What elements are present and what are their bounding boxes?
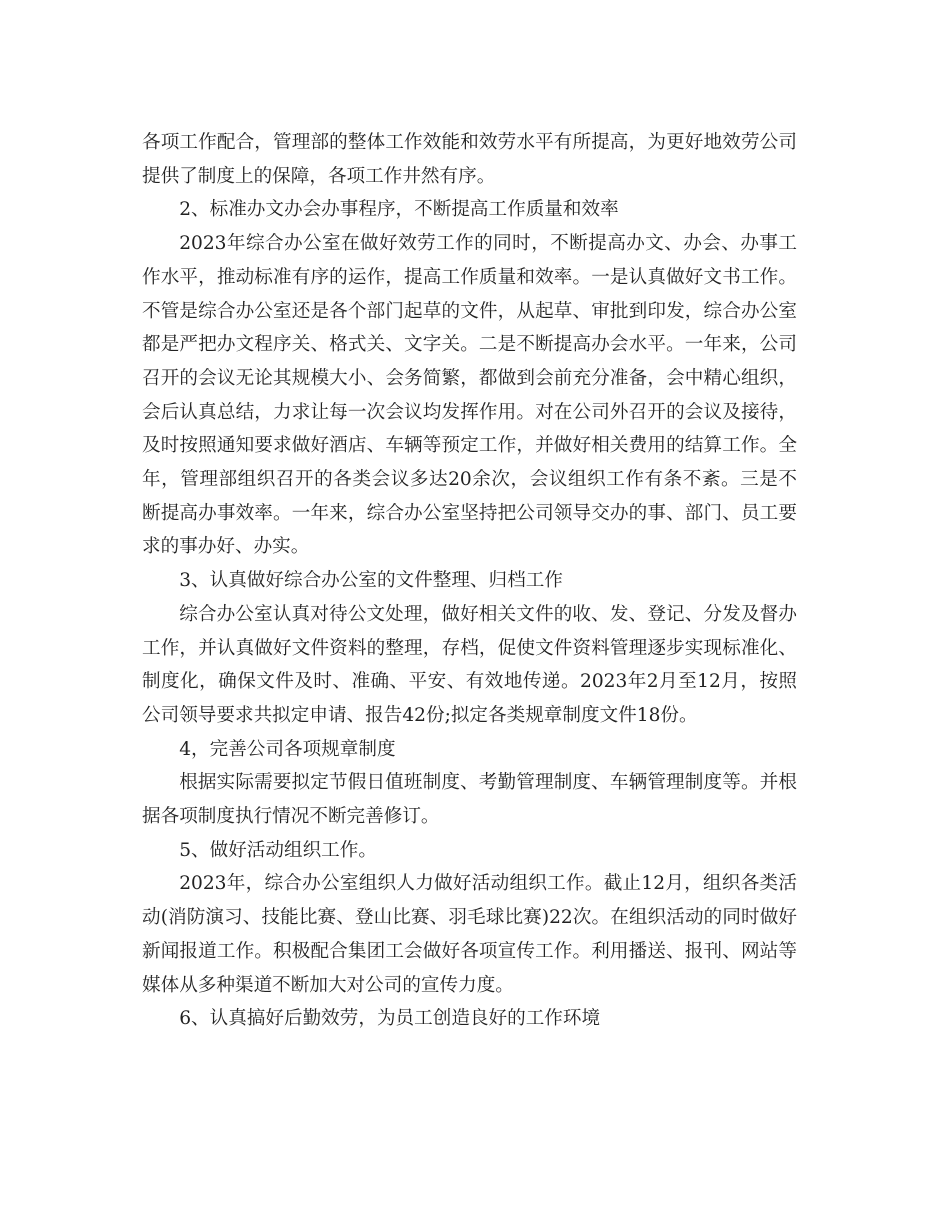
section-heading: 4，完善公司各项规章制度 bbox=[179, 738, 396, 760]
body-paragraph: 根据实际需要拟定节假日值班制度、考勤管理制度、车辆管理制度等。并根据各项制度执行情况不断完善修订。 bbox=[142, 772, 797, 828]
body-paragraph: 各项工作配合，管理部的整体工作效能和效劳水平有所提高，为更好地效劳公司提供了制度上的保障，各项工作井然有序。 bbox=[142, 132, 797, 187]
body-paragraph: 2023年综合办公室在做好效劳工作的同时，不断提高办文、办会、办事工作水平，推动标准有序的运作，提高工作质量和效率。一是认真做好文书工作。不管是综合办公室还是各个部门起草的文件，从起草、审批到印发，综合办公室都是严把办文程序关、格式关、文字关。二是不断提高办会水平。一年来，公司召开的会议无论其规模大小、会务简繁，都做到会前充分准备，会中精心组织，会后认真总结，力求让每一次会议均发挥作用。对在公司外召开的会议及接待，及时按照通知要求做好酒店、车辆等预定工作，并做好相关费用的结算工作。全年，管理部组织召开的各类会议多达20余次，会议组织工作有条不紊。三是不断提高办事效率。一年来，综合办公室坚持把公司领导交办的事、部门、员工要求的事办好、办实。 bbox=[142, 233, 797, 558]
body-paragraph: 2023年，综合办公室组织人力做好活动组织工作。截止12月，组织各类活动(消防演习、技能比赛、登山比赛、羽毛球比赛)22次。在组织活动的同时做好新闻报道工作。积极配合集团工会做好各项宣传工作。利用播送、报刊、网站等媒体从多种渠道不断加大对公司的宣传力度。 bbox=[142, 873, 797, 996]
section-heading: 3、认真做好综合办公室的文件整理、归档工作 bbox=[179, 570, 563, 592]
section-heading: 2、标准办文办会办事程序，不断提高工作质量和效率 bbox=[179, 199, 619, 221]
body-paragraph: 综合办公室认真对待公文处理，做好相关文件的收、发、登记、分发及督办工作，并认真做好文件资料的整理，存档，促使文件资料管理逐步实现标准化、制度化，确保文件及时、准确、平安、有效地传递。2023年2月至12月，按照公司领导要求共拟定申请、报告42份;拟定各类规章制度文件18份。 bbox=[142, 603, 797, 726]
document-page bbox=[142, 126, 797, 1036]
section-heading: 6、认真搞好后勤效劳，为员工创造良好的工作环境 bbox=[179, 1008, 601, 1030]
section-heading: 5、做好活动组织工作。 bbox=[179, 839, 377, 861]
